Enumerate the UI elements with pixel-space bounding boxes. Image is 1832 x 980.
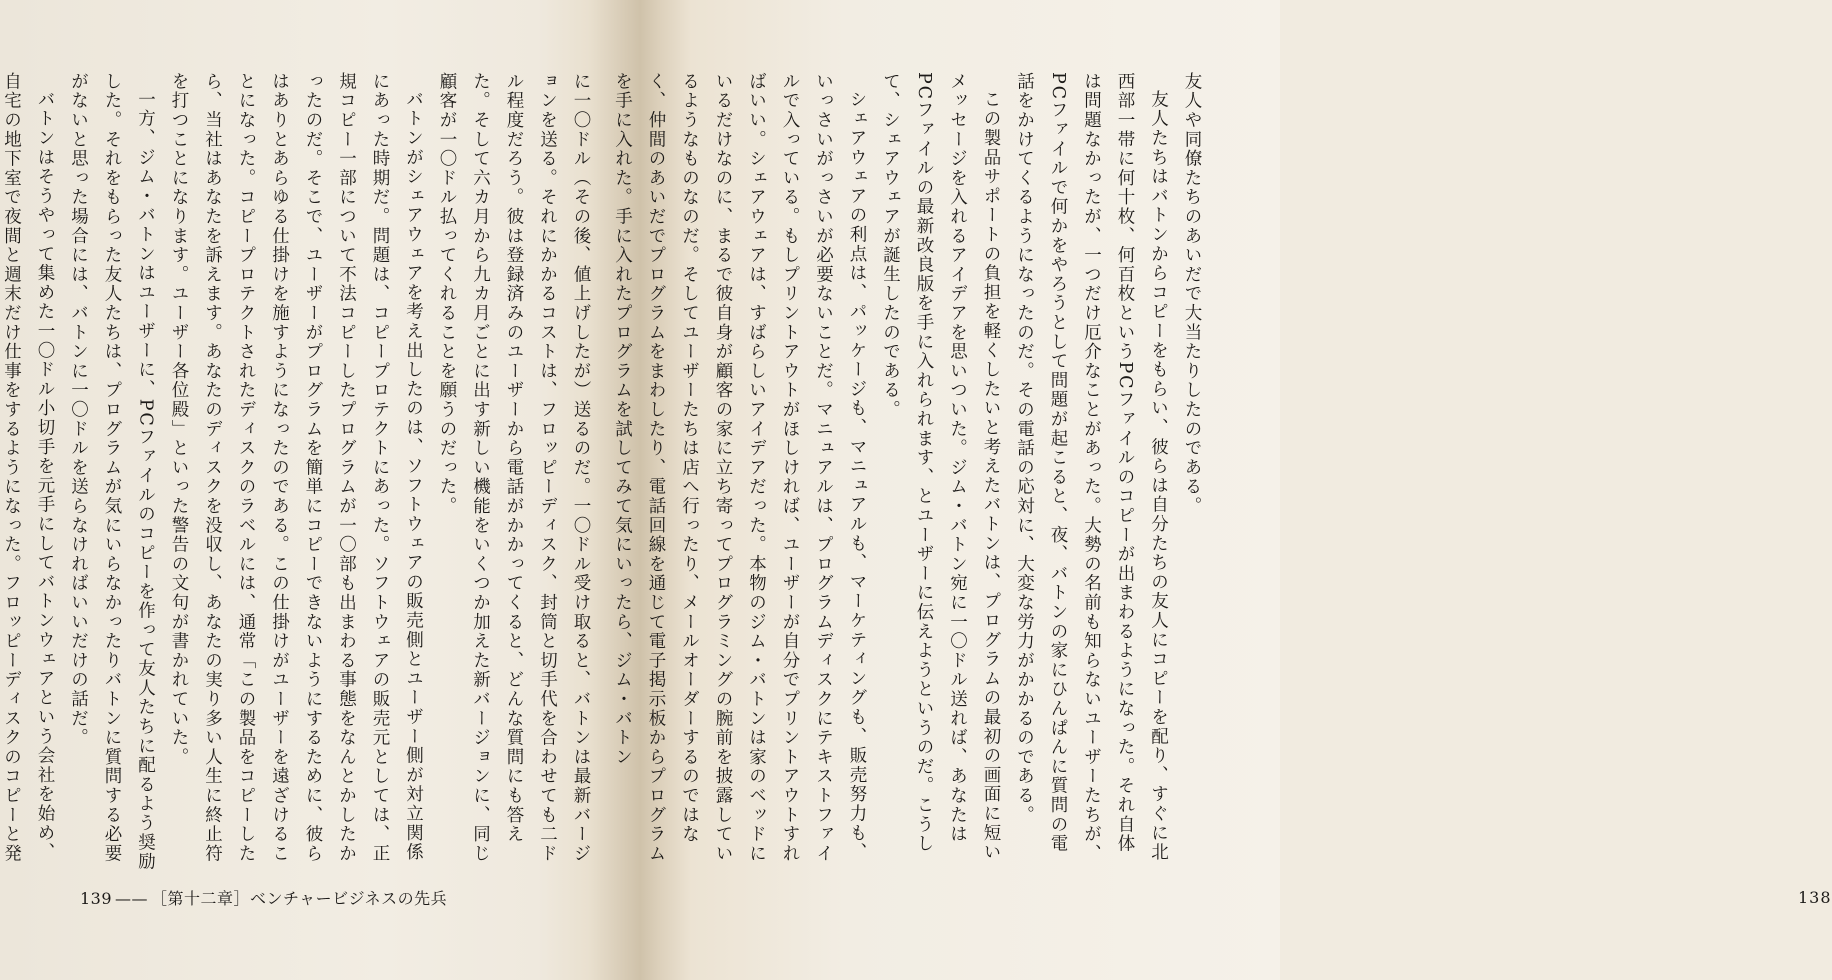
left-page-number: 139 bbox=[80, 889, 113, 908]
right-paragraph-3: この製品サポートの負担を軽くしたいと考えたバトンは、プログラムの最初の画面に短いメッセージを入れるアイデアを思いついた。ジム・バトン宛に一〇ドル送れば、あなたはPCファイルの最新改良版を手に入れられます、とユーザーに伝えようというのだ。こうして、シェアウェアが誕生したのである。 bbox=[880, 72, 1001, 862]
left-paragraph-2: バトンがシェアウェアを考え出したのは、ソフトウェアの販売側とユーザー側が対立関係にあった時期だ。問題は、コピープロテクトにあった。ソフトウェアの販売元としては、正規コピー一部について不法コピーしたプログラムが一〇部も出まわる事態をなんとかしたかったのだ。そこで、ユーザーがプログラムを簡単にコピーできないようにするために、彼らはありとあらゆる仕掛けを施すようになったのである。この仕掛けがユーザーを遠ざけることになった。コピープロテクトされたディスクのラベルには、通常「この製品をコピーしたら、当社はあなたを訴えます。あなたのディスクを没収し、あなたの実り多い人生に終止符を打つことになります。ユーザー各位殿」といった警告の文句が書かれていた。 bbox=[169, 72, 424, 864]
left-page-footer bbox=[80, 886, 447, 909]
right-paragraph-4: シェアウェアの利点は、パッケージも、マニュアルも、マーケティングも、販売努力も、いっさいがっさいが必要ないことだ。マニュアルは、プログラムディスクにテキストファイルで入っている。もしプリントアウトがほしければ、ユーザーが自分でプリントアウトすればいい。シェアウェアは、すばらしいアイデアだった。本物のジム・バトンは家のベッドにいるだけなのに、まるで彼自身が顧客の家に立ち寄ってプログラミングの腕前を披露しているようなものなのだ。そしてユーザーたちは店へ行ったり、メールオーダーするのではなく、仲間のあいだでプログラムをまわしたり、電話回線を通じて電子掲示板からプログラムを手に入れた。手に入れたプログラムを試してみて気にいったら、ジム・バトン bbox=[612, 72, 867, 864]
right-page bbox=[612, 0, 1832, 980]
right-page-text bbox=[612, 72, 1208, 872]
left-page bbox=[0, 0, 640, 980]
left-paragraph-3: 一方、ジム・バトンはユーザーに、PCファイルのコピーを作って友人たちに配るよう奨励した。それをもらった友人たちは、プログラムが気にいらなかったりバトンに質問する必要がないと思った場合には、バトンに一〇ドルを送らなければいいだけの話だ。 bbox=[68, 72, 156, 871]
right-paragraph-2: 友人たちはバトンからコピーをもらい、彼らは自分たちの友人にコピーを配り、すぐに北西部一帯に何十枚、何百枚というPCファイルのコピーが出まわるようになった。それ自体は問題なかったが、一つだけ厄介なことがあった。大勢の名前も知らないユーザーたちが、PCファイルで何かをやろうとして問題が起こると、夜、バトンの家にひんぱんに質問の電話をかけてくるようになったのだ。その電話の応対に、大変な労力がかかるのである。 bbox=[1014, 72, 1169, 864]
folio-separator: —— bbox=[115, 889, 149, 908]
right-page-number: 138 bbox=[1798, 888, 1832, 907]
left-paragraph-4: バトンはそうやって集めた一〇ドル小切手を元手にしてバトンウェアという会社を始め、自宅の地下室で夜間と週末だけ仕事をするようになった。フロッピーディスクのコピーと発 bbox=[1, 72, 55, 864]
left-page-text bbox=[1, 72, 597, 872]
running-head: ［第十二章］ベンチャービジネスの先兵 bbox=[151, 889, 448, 908]
right-paragraph-1: 友人や同僚たちのあいだで大当たりしたのである。 bbox=[1182, 72, 1202, 516]
left-paragraph-1: に一〇ドル（その後、値上げしたが）送るのだ。一〇ドル受け取ると、バトンは最新バージョンを送る。それにかかるコストは、フロッピーディスク、封筒と切手代を合わせても二ドル程度だろう。彼は登録済みのユーザーから電話がかかってくると、どんな質問にも答えた。そして六カ月から九カ月ごとに出す新しい機能をいくつか加えた新バージョンに、同じ顧客が一〇ドル払ってくれることを願うのだった。 bbox=[437, 72, 591, 864]
